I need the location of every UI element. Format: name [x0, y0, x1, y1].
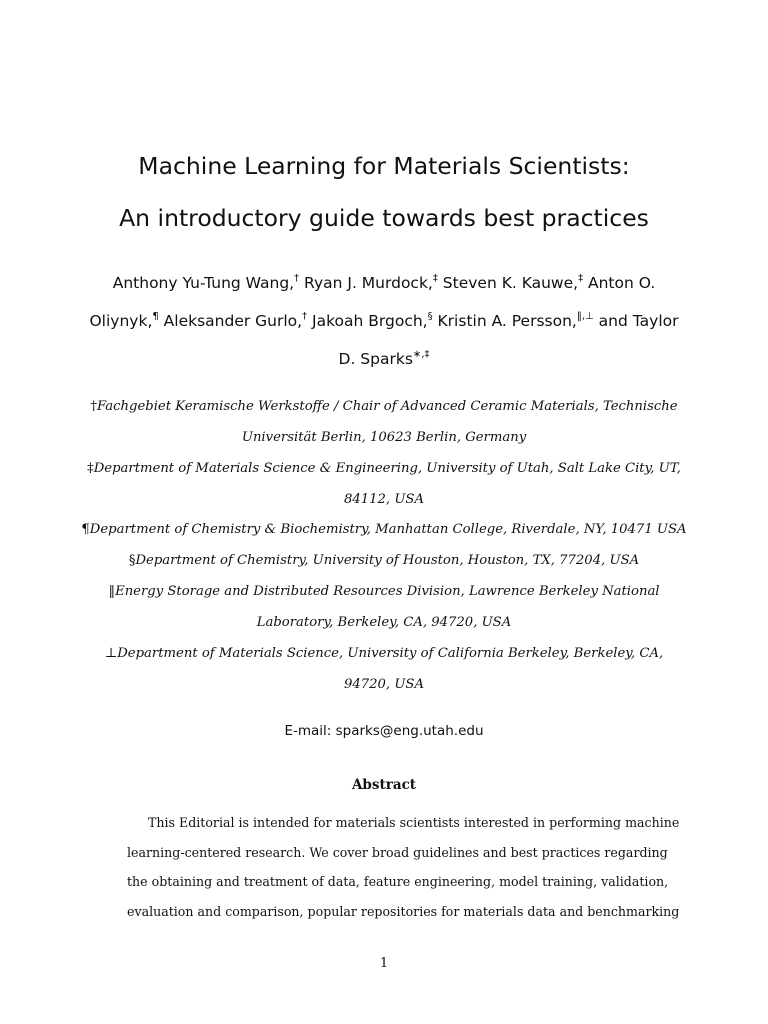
author-list-line-2: [0, 312, 768, 330]
affiliation-line: Universität Berlin, 10623 Berlin, Germany: [241, 430, 527, 445]
affiliation-line: 84112, USA: [343, 492, 424, 507]
affiliation-marker: ∗,‡: [412, 349, 430, 360]
affiliation-marker: †: [302, 311, 308, 322]
abstract-line: This Editorial is intended for materials scientists interested in performing machine: [148, 815, 680, 830]
author-name: Anton O.: [583, 274, 656, 292]
author-name: D. Sparks: [338, 350, 413, 368]
author-name: Steven K. Kauwe,: [437, 274, 579, 292]
author-name: Aleksander Gurlo,: [158, 312, 303, 330]
affiliation-line: ‡Department of Materials Science & Engineering, University of Utah, Salt Lake City, UT,: [87, 461, 681, 476]
author-name: Ryan J. Murdock,: [299, 274, 433, 292]
affiliation-marker: ‖: [108, 584, 116, 599]
affiliation-line: Laboratory, Berkeley, CA, 94720, USA: [256, 615, 512, 630]
affiliation-line: §Department of Chemistry, University of Houston, Houston, TX, 77204, USA: [128, 553, 640, 568]
paper-title-line-1: Machine Learning for Materials Scientists:: [138, 152, 630, 180]
paper-title-line-2: An introductory guide towards best practices: [119, 204, 649, 232]
author-name: Kristin A. Persson,: [432, 312, 577, 330]
author-name: and Taylor: [593, 312, 679, 330]
affiliation-marker: §: [128, 553, 136, 568]
author-list-line-1: [0, 274, 768, 292]
affiliation-marker: §: [427, 311, 433, 322]
affiliation-marker: ⊥: [104, 646, 118, 661]
affiliation-line: ‖Energy Storage and Distributed Resources Division, Lawrence Berkeley National: [108, 584, 660, 599]
affiliation-line: ⊥Department of Materials Science, University of California Berkeley, Berkeley, CA,: [104, 646, 664, 661]
page-number: 1: [379, 956, 389, 971]
affiliation-marker: ¶: [152, 311, 159, 322]
author-name: Oliynyk,: [89, 312, 153, 330]
affiliation-line: †Fachgebiet Keramische Werkstoffe / Chair of Advanced Ceramic Materials, Technische: [90, 399, 678, 414]
affiliation-marker: †: [294, 273, 300, 284]
affiliation-marker: ‡: [87, 461, 94, 476]
affiliation-line: 94720, USA: [343, 677, 424, 692]
corresponding-email: E-mail: sparks@eng.utah.edu: [284, 723, 484, 739]
affiliation-marker: ¶: [81, 522, 90, 537]
abstract-line: the obtaining and treatment of data, feature engineering, model training, validation,: [127, 874, 669, 889]
abstract-line: evaluation and comparison, popular repositories for materials data and benchmarking: [127, 904, 680, 919]
author-name: Anthony Yu-Tung Wang,: [112, 274, 295, 292]
affiliation-marker: ‡: [578, 273, 584, 284]
affiliation-marker: ‖,⊥: [576, 311, 594, 322]
author-name: Jakoah Brgoch,: [307, 312, 428, 330]
affiliation-marker: †: [90, 399, 98, 414]
affiliation-marker: ‡: [432, 273, 438, 284]
author-list-line-3: [0, 350, 768, 368]
affiliation-line: ¶Department of Chemistry & Biochemistry, Manhattan College, Riverdale, NY, 10471 USA: [81, 522, 687, 537]
abstract-heading: Abstract: [351, 777, 417, 793]
abstract-line: learning-centered research. We cover broad guidelines and best practices regarding: [127, 845, 668, 860]
